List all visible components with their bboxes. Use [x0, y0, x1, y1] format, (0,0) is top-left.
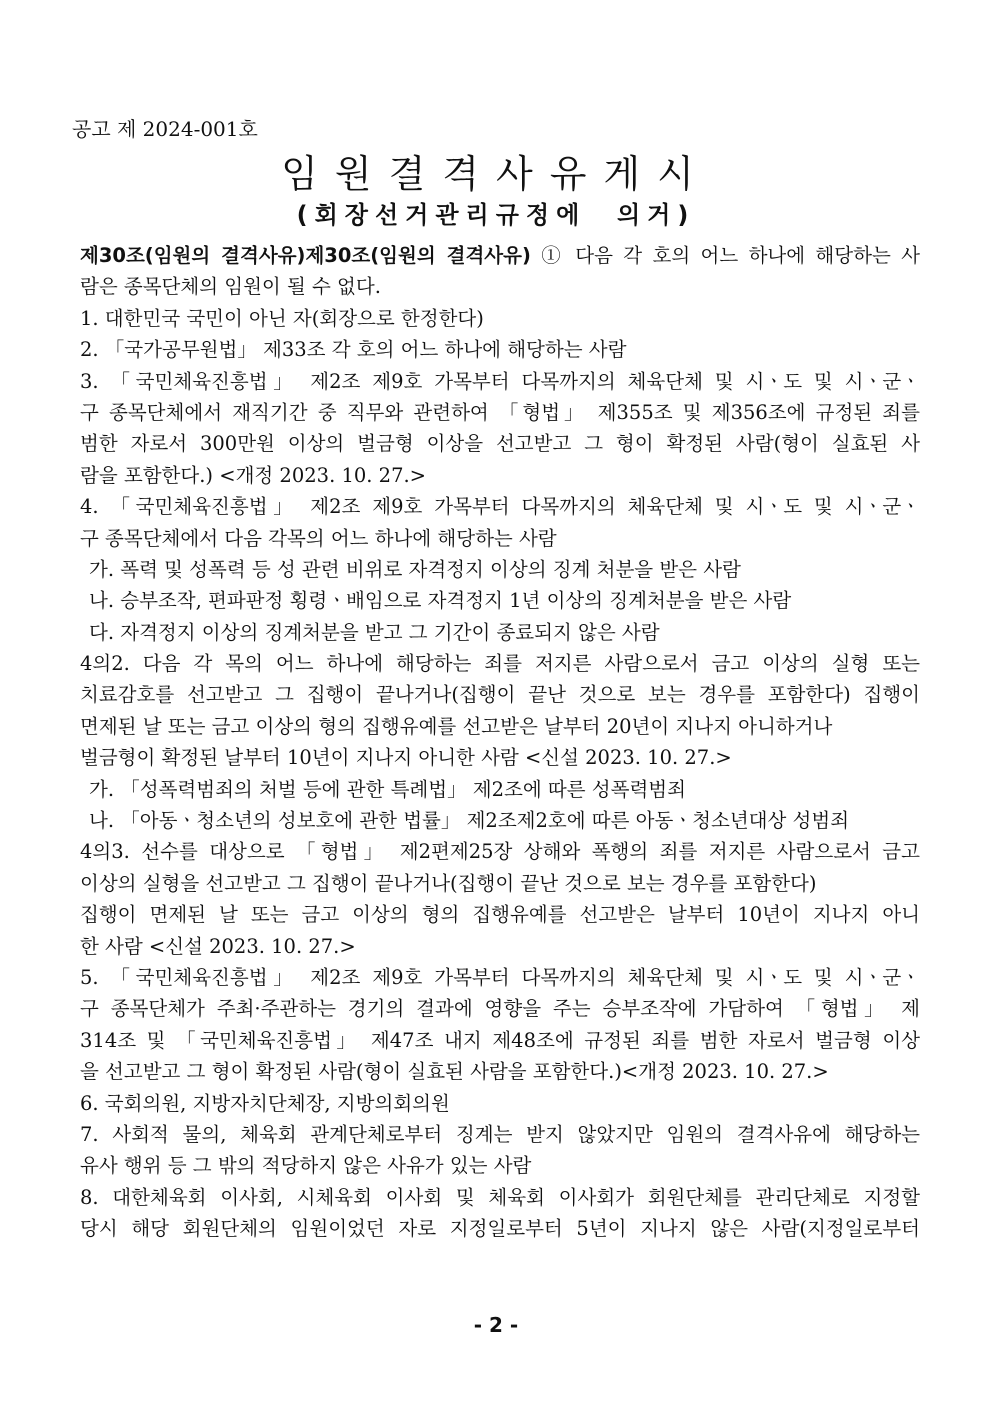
clause-line: 6. 국회의원, 지방자치단체장, 지방의회의원	[80, 1091, 450, 1115]
clause-line: 을 선고받고 그 형이 확정된 사람(형이 실효된 사람을 포함한다.)<개정 2023. 10. 27.>	[80, 1060, 829, 1084]
clause-line: 유사 행위 등 그 밖의 적당하지 않은 사유가 있는 사람	[80, 1154, 532, 1178]
clause-line: 4의3. 선수를 대상으로 「형법」 제2편제25장 상해와 폭행의 죄를 저지른 사람으로서 금고	[80, 840, 920, 864]
clause-line: 한 사람 <신설 2023. 10. 27.>	[80, 934, 356, 958]
sub-clause-line: 다. 자격정지 이상의 징계처분을 받고 그 기간이 종료되지 않은 사람	[89, 620, 660, 644]
clause-line: 5. 「국민체육진흥법」 제2조 제9호 가목부터 다목까지의 체육단체 및 시ㆍ도 및 시ㆍ군ㆍ	[80, 965, 920, 989]
sub-clause-line: 가. 폭력 및 성폭력 등 성 관련 비위로 자격정지 이상의 징계 처분을 받은 사람	[89, 557, 741, 581]
clause-line: 4. 「국민체육진흥법」 제2조 제9호 가목부터 다목까지의 체육단체 및 시ㆍ도 및 시ㆍ군ㆍ	[80, 495, 920, 519]
clause-line: 8. 대한체육회 이사회, 시체육회 이사회 및 체육회 이사회가 회원단체를 관리단체로 지정할	[80, 1185, 920, 1209]
clause-line: 1. 대한민국 국민이 아닌 자(회장으로 한정한다)	[80, 306, 484, 330]
article-intro: ① 다음 각 호의 어느 하나에 해당하는 사	[530, 244, 920, 267]
page-subtitle: (회장선거관리규정에 의거)	[296, 201, 696, 229]
article-heading-line	[80, 240, 920, 271]
article-heading: 제30조(임원의 결격사유)제30조(임원의 결격사유)	[80, 244, 531, 267]
clause-line: 3. 「국민체육진흥법」 제2조 제9호 가목부터 다목까지의 체육단체 및 시ㆍ도 및 시ㆍ군ㆍ	[80, 369, 920, 393]
clause-line: 집행이 면제된 날 또는 금고 이상의 형의 집행유예를 선고받은 날부터 10년이 지나지 아니	[80, 903, 920, 927]
clause-line: 범한 자로서 300만원 이상의 벌금형 이상을 선고받고 그 형이 확정된 사람(형이 실효된 사	[80, 432, 920, 456]
sub-clause-line: 가. 「성폭력범죄의 처벌 등에 관한 특례법」 제2조에 따른 성폭력범죄	[89, 777, 686, 801]
clause-line: 구 종목단체에서 재직기간 중 직무와 관련하여 「형법」 제355조 및 제356조에 규정된 죄를	[80, 400, 920, 424]
clause-line: 당시 해당 회원단체의 임원이었던 자로 지정일로부터 5년이 지나지 않은 사람(지정일로부터	[80, 1217, 920, 1241]
clause-line: 4의2. 다음 각 목의 어느 하나에 해당하는 죄를 저지른 사람으로서 금고 이상의 실형 또는	[80, 652, 920, 676]
clause-line: 2. 「국가공무원법」 제33조 각 호의 어느 하나에 해당하는 사람	[80, 338, 627, 362]
sub-clause-line: 나. 「아동ㆍ청소년의 성보호에 관한 법률」 제2조제2호에 따른 아동ㆍ청소년대상 성범죄	[89, 809, 850, 833]
clause-line: 구 종목단체가 주최·주관하는 경기의 결과에 영향을 주는 승부조작에 가담하여 「형법」 제	[80, 997, 920, 1021]
clause-line: 구 종목단체에서 다음 각목의 어느 하나에 해당하는 사람	[80, 526, 557, 550]
clause-line: 면제된 날 또는 금고 이상의 형의 집행유예를 선고받은 날부터 20년이 지나지 아니하거나	[80, 714, 833, 738]
article-intro-line: 람은 종목단체의 임원이 될 수 없다.	[80, 275, 381, 299]
clause-line: 314조 및 「국민체육진흥법」 제47조 내지 제48조에 규정된 죄를 범한 자로서 벌금형 이상	[80, 1028, 920, 1052]
sub-clause-line: 나. 승부조작, 편파판정 횡령ㆍ배임으로 자격정지 1년 이상의 징계처분을 받은 사람	[89, 589, 792, 613]
clause-line: 치료감호를 선고받고 그 집행이 끝나거나(집행이 끝난 것으로 보는 경우를 포함한다) 집행이	[80, 683, 920, 707]
clause-line: 7. 사회적 물의, 체육회 관계단체로부터 징계는 받지 않았지만 임원의 결격사유에 해당하는	[80, 1122, 920, 1146]
clause-line: 람을 포함한다.) <개정 2023. 10. 27.>	[80, 463, 427, 487]
page-title: 임원결격사유게시	[281, 152, 711, 196]
notice-number: 공고 제 2024-001호	[72, 117, 258, 141]
page-number: - 2 -	[473, 1313, 519, 1337]
clause-line: 이상의 실형을 선고받고 그 집행이 끝나거나(집행이 끝난 것으로 보는 경우를 포함한다)	[80, 871, 817, 895]
article-body	[80, 240, 920, 1245]
clause-line: 벌금형이 확정된 날부터 10년이 지나지 아니한 사람 <신설 2023. 10. 27.>	[80, 746, 732, 770]
